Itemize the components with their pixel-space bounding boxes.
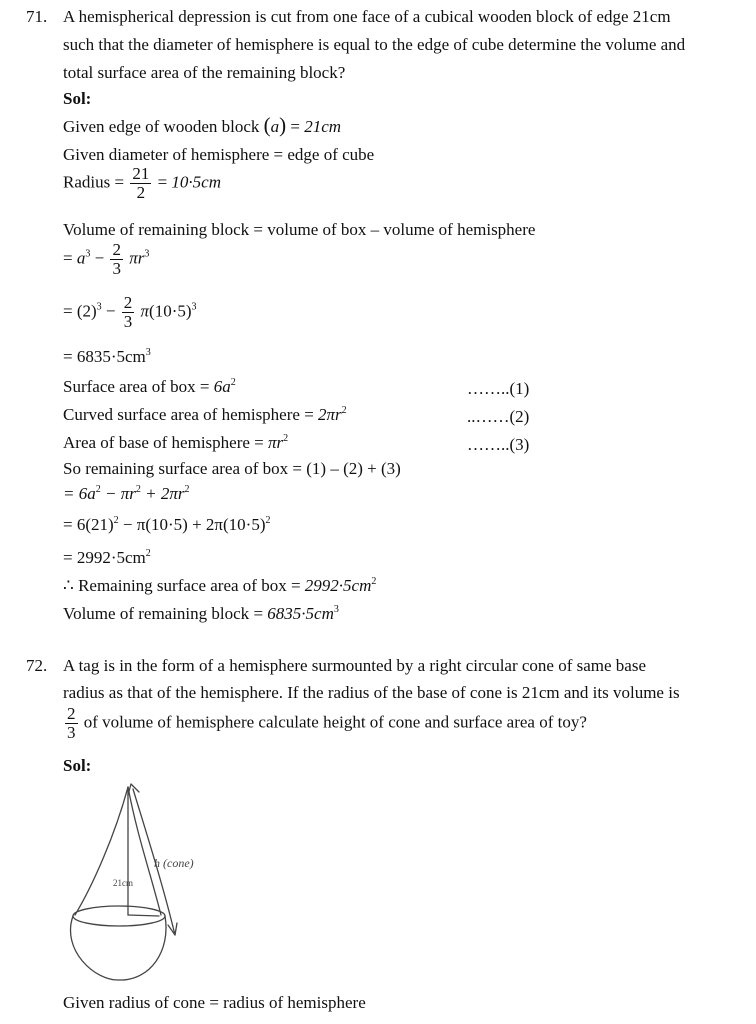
question-72-line-2: radius as that of the hemisphere. If the radius of the base of cone is 21cm and its volume is <box>63 683 680 702</box>
given-edge: Given edge of wooden block (a) = 21cm <box>63 113 342 137</box>
equation-ref-1: ……..(1) <box>467 379 530 398</box>
curved-surface-area: Curved surface area of hemisphere = $2\pi r^2$ <box>63 405 347 424</box>
equation-ref-3: ……..(3) <box>467 435 530 454</box>
given-radius-72: Given radius of cone = radius of hemisphere <box>63 993 366 1012</box>
given-edge-text: Given edge of wooden block <box>63 117 260 136</box>
conclusion-volume: Volume of remaining block = $6835\cdot 5cm^3$ <box>63 604 339 623</box>
equation-ref-2: ..……(2) <box>467 407 530 426</box>
question-72-number: 72. <box>26 656 48 675</box>
volume-formula: = $a^3$ − $\frac{2}{3}$ $\pi r^3$ <box>63 240 150 278</box>
surface-formula: = $6a^2 - \pi r^2 + 2\pi r^2$ <box>63 484 190 503</box>
base-area: Area of base of hemisphere = $\pi r^2$ <box>63 433 289 452</box>
question-71-line-1: A hemispherical depression is cut from one face of a cubical wooden block of edge 21cm <box>63 7 671 26</box>
remaining-surface-heading: So remaining surface area of box = (1) – (2) + (3) <box>63 459 401 478</box>
question-71-line-2: such that the diameter of hemisphere is equal to the edge of cube determine the volume and <box>63 35 686 54</box>
solution-label-72: Sol: <box>63 756 92 775</box>
cone-hemisphere-figure <box>55 775 245 995</box>
given-diameter: Given diameter of hemisphere = edge of cube <box>63 145 375 164</box>
question-71-line-3: total surface area of the remaining block? <box>63 63 346 82</box>
surface-result: = $2992\cdot 5cm^2$ <box>63 548 151 567</box>
figure-height-label: h (cone) <box>154 856 194 870</box>
solution-label: Sol: <box>63 89 92 108</box>
volume-heading: Volume of remaining block = volume of box – volume of hemisphere <box>63 220 536 239</box>
radius-fraction: $\frac{21}{2}$ <box>132 164 150 202</box>
radius-label: Radius <box>63 172 111 192</box>
edge-value: 21cm <box>304 117 342 136</box>
radius-equation: Radius = $\frac{21}{2}$ = 10·5cm <box>63 164 221 202</box>
question-71-number: 71. <box>26 7 48 26</box>
conclusion-surface: ∴ Remaining surface area of box = $2992\cdot 5cm^2$ <box>63 576 377 595</box>
edge-variable: a <box>270 117 280 136</box>
figure-radius-label: 21cm <box>113 878 133 888</box>
volume-result: = $6835\cdot 5cm^3$ <box>63 347 151 366</box>
surface-substitution: = $6(21)^2 - \pi(10\cdot 5) + 2\pi(10\cdot 5)^2$ <box>63 515 271 534</box>
cone-left-edge <box>75 787 128 915</box>
question-72-line-3: $\frac{2}{3}$ of volume of hemisphere calculate height of cone and surface area of toy? <box>67 704 587 742</box>
question-72-line-1: A tag is in the form of a hemisphere surmounted by a right circular cone of same base <box>63 656 647 675</box>
volume-fraction: $\frac{2}{3}$ <box>67 704 76 742</box>
radius-value: 10·5cm <box>171 172 221 192</box>
radius-line <box>128 915 159 916</box>
cone-right-edge <box>128 787 161 915</box>
volume-substitution: = $(2)^3$ − $\frac{2}{3}$ $\pi(10\cdot 5)^3$ <box>63 293 197 331</box>
surface-area-box: Surface area of box = $6a^2$ <box>63 377 236 396</box>
